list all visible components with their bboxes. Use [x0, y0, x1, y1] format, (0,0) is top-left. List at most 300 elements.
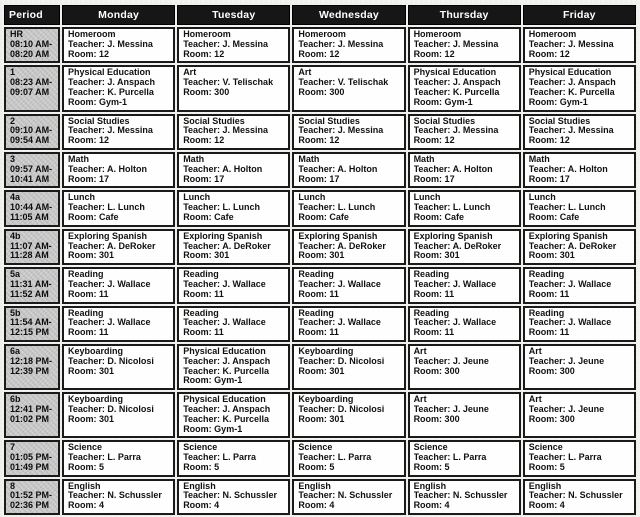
class-cell — [408, 344, 521, 390]
room-line: Room: 301 — [298, 366, 345, 376]
period-cell — [4, 344, 60, 390]
schedule-row — [4, 392, 636, 438]
class-cell — [62, 27, 175, 63]
period-time: 10:41 AM — [10, 174, 50, 184]
course-name: Art — [413, 346, 427, 356]
period-label: 3 — [10, 154, 16, 164]
room-line: Room: 12 — [413, 136, 455, 146]
period-time: 12:41 PM- — [10, 404, 53, 414]
class-cell — [177, 152, 290, 188]
teacher-line: Teacher: L. Lunch — [298, 203, 376, 213]
course-name: Homeroom — [183, 30, 231, 39]
class-cell — [62, 190, 175, 226]
room-line: Room: 4 — [528, 501, 565, 511]
period-time: 11:52 AM — [10, 289, 49, 299]
room-line: Room: 17 — [298, 174, 340, 184]
class-cell — [177, 114, 290, 150]
room-line: Room: 17 — [528, 174, 570, 184]
class-cell — [62, 479, 175, 515]
period-label: 7 — [10, 443, 16, 453]
course-name: Exploring Spanish — [413, 231, 493, 241]
room-line: Room: 17 — [413, 174, 455, 184]
room-line: Room: 12 — [183, 49, 225, 59]
period-time: 02:36 PM — [10, 501, 50, 511]
teacher-line: Teacher: A. DeRoker — [298, 241, 386, 251]
schedule-table — [2, 3, 638, 517]
class-cell — [523, 190, 636, 226]
room-line: Room: 11 — [528, 289, 570, 299]
teacher-line: Teacher: K. Purcella — [183, 414, 270, 424]
period-time: 01:49 PM — [10, 462, 50, 472]
period-label: 4a — [10, 193, 21, 203]
room-line: Room: 300 — [298, 87, 345, 97]
class-cell — [523, 152, 636, 188]
period-time: 09:54 AM — [10, 136, 50, 146]
period-cell — [4, 27, 60, 63]
course-name: Lunch — [413, 193, 441, 203]
schedule-row — [4, 267, 636, 303]
course-name: Exploring Spanish — [183, 231, 263, 241]
class-cell — [408, 152, 521, 188]
teacher-line: Teacher: K. Purcella — [183, 366, 270, 376]
course-name: Math — [183, 154, 205, 164]
course-name: Math — [528, 154, 550, 164]
teacher-line: Teacher: L. Lunch — [528, 203, 606, 213]
teacher-line: Teacher: J. Anspach — [528, 78, 616, 88]
teacher-line: Teacher: L. Lunch — [68, 203, 145, 213]
course-name: Art — [528, 395, 542, 405]
period-time: 10:44 AM- — [10, 203, 53, 213]
class-cell — [523, 392, 636, 438]
period-cell — [4, 114, 60, 150]
period-cell — [4, 65, 60, 111]
room-line: Room: 12 — [413, 49, 455, 59]
room-line: Room: 11 — [183, 328, 224, 338]
room-line: Room: 5 — [298, 462, 335, 472]
course-name: Lunch — [298, 193, 326, 203]
class-cell — [62, 306, 175, 342]
period-time: 01:05 PM- — [10, 453, 53, 463]
teacher-line: Teacher: J. Jeune — [528, 404, 605, 414]
class-cell — [523, 440, 636, 476]
period-label: 6b — [10, 395, 21, 405]
teacher-line: Teacher: A. Holton — [528, 164, 608, 174]
teacher-line: Teacher: L. Parra — [183, 453, 257, 463]
teacher-line: Teacher: N. Schussler — [413, 491, 508, 501]
teacher-line: Teacher: J. Messina — [298, 126, 384, 136]
course-name: Art — [183, 68, 197, 78]
teacher-line: Teacher: J. Wallace — [183, 279, 266, 289]
teacher-line: Teacher: J. Messina — [183, 39, 269, 49]
schedule-body — [4, 27, 636, 515]
room-line: Room: 12 — [68, 49, 110, 59]
teacher-line: Teacher: J. Wallace — [298, 318, 381, 328]
course-name: English — [298, 481, 331, 491]
course-name: Social Studies — [528, 116, 591, 126]
column-header-friday: Friday — [523, 5, 636, 25]
header-row — [4, 5, 636, 25]
course-name: Reading — [68, 308, 104, 318]
class-cell — [523, 479, 636, 515]
course-name: Keyboarding — [298, 395, 354, 405]
course-name: English — [528, 481, 562, 491]
room-line: Room: 11 — [68, 328, 109, 338]
class-cell — [177, 440, 290, 476]
course-name: Keyboarding — [68, 395, 124, 405]
class-cell — [62, 229, 175, 265]
class-cell — [523, 114, 636, 150]
teacher-line: Teacher: J. Messina — [413, 126, 499, 136]
teacher-line: Teacher: A. DeRoker — [68, 241, 156, 251]
period-time: 09:57 AM- — [10, 164, 53, 174]
course-name: Social Studies — [68, 116, 130, 126]
teacher-line: Teacher: D. Nicolosi — [298, 404, 385, 414]
class-cell — [177, 190, 290, 226]
course-name: Exploring Spanish — [298, 231, 378, 241]
teacher-line: Teacher: N. Schussler — [183, 491, 278, 501]
teacher-line: Teacher: L. Parra — [68, 453, 141, 463]
class-cell — [523, 344, 636, 390]
teacher-line: Teacher: D. Nicolosi — [68, 404, 154, 414]
teacher-line: Teacher: J. Messina — [183, 126, 269, 136]
room-line: Room: Cafe — [298, 212, 349, 222]
course-name: Social Studies — [183, 116, 245, 126]
period-time: 11:07 AM- — [10, 241, 52, 251]
teacher-line: Teacher: N. Schussler — [528, 491, 623, 501]
class-cell — [177, 229, 290, 265]
room-line: Room: 4 — [183, 501, 220, 511]
schedule-row — [4, 190, 636, 226]
class-cell — [292, 267, 405, 303]
room-line: Room: 300 — [528, 366, 575, 376]
course-name: Keyboarding — [68, 346, 124, 356]
period-label: 5b — [10, 308, 21, 318]
course-name: English — [413, 481, 447, 491]
teacher-line: Teacher: J. Wallace — [68, 279, 151, 289]
course-name: Exploring Spanish — [68, 231, 148, 241]
course-name: Homeroom — [298, 30, 346, 39]
schedule-row — [4, 479, 636, 515]
teacher-line: Teacher: J. Jeune — [413, 356, 489, 366]
teacher-line: Teacher: J. Wallace — [413, 318, 497, 328]
schedule-row — [4, 229, 636, 265]
class-cell — [62, 114, 175, 150]
room-line: Room: 12 — [298, 136, 340, 146]
teacher-line: Teacher: J. Wallace — [413, 279, 497, 289]
class-cell — [292, 65, 405, 111]
room-line: Room: 301 — [528, 251, 575, 261]
teacher-line: Teacher: A. DeRoker — [528, 241, 617, 251]
course-name: Art — [413, 395, 427, 405]
room-line: Room: Gym-1 — [183, 376, 243, 386]
period-time: 01:52 PM- — [10, 491, 53, 501]
course-name: Science — [68, 443, 103, 453]
column-header-tuesday: Tuesday — [177, 5, 290, 25]
class-cell — [408, 392, 521, 438]
class-cell — [523, 306, 636, 342]
room-line: Room: 301 — [68, 251, 115, 261]
class-cell — [292, 479, 405, 515]
period-time: 12:18 PM- — [10, 356, 53, 366]
teacher-line: Teacher: D. Nicolosi — [68, 356, 154, 366]
course-name: Homeroom — [528, 30, 577, 39]
course-name: Science — [528, 443, 563, 453]
room-line: Room: 17 — [183, 174, 225, 184]
teacher-line: Teacher: V. Telischak — [298, 78, 389, 88]
teacher-line: Teacher: J. Anspach — [68, 78, 156, 88]
class-cell — [408, 440, 521, 476]
room-line: Room: 5 — [528, 462, 565, 472]
period-label: HR — [10, 30, 23, 39]
teacher-line: Teacher: A. DeRoker — [413, 241, 502, 251]
teacher-line: Teacher: J. Messina — [528, 39, 614, 49]
schedule-row — [4, 152, 636, 188]
course-name: Math — [298, 154, 320, 164]
class-cell — [408, 65, 521, 111]
class-cell — [408, 306, 521, 342]
course-name: Lunch — [528, 193, 556, 203]
class-cell — [292, 27, 405, 63]
class-cell — [408, 479, 521, 515]
period-time: 11:28 AM — [10, 251, 49, 261]
teacher-line: Teacher: A. Holton — [68, 164, 148, 174]
class-cell — [62, 440, 175, 476]
teacher-line: Teacher: A. Holton — [183, 164, 263, 174]
room-line: Room: 5 — [183, 462, 220, 472]
class-cell — [177, 479, 290, 515]
period-time: 11:31 AM- — [10, 279, 52, 289]
room-line: Room: Gym-1 — [528, 97, 588, 107]
period-cell — [4, 440, 60, 476]
room-line: Room: 12 — [183, 136, 225, 146]
period-time: 12:39 PM — [10, 366, 50, 376]
class-cell — [523, 27, 636, 63]
teacher-line: Teacher: K. Purcella — [413, 87, 500, 97]
teacher-line: Teacher: J. Messina — [298, 39, 384, 49]
room-line: Room: 300 — [413, 366, 460, 376]
period-label: 8 — [10, 481, 16, 491]
period-cell — [4, 306, 60, 342]
teacher-line: Teacher: K. Purcella — [68, 87, 154, 97]
period-cell — [4, 392, 60, 438]
course-name: Exploring Spanish — [528, 231, 608, 241]
room-line: Room: 301 — [68, 414, 115, 424]
course-name: Physical Education — [183, 346, 266, 356]
course-name: Reading — [413, 308, 450, 318]
course-name: Physical Education — [68, 68, 151, 78]
period-label: 2 — [10, 116, 16, 126]
course-name: Reading — [528, 308, 565, 318]
teacher-line: Teacher: J. Wallace — [528, 279, 612, 289]
teacher-line: Teacher: J. Messina — [413, 39, 499, 49]
teacher-line: Teacher: J. Wallace — [298, 279, 381, 289]
teacher-line: Teacher: J. Wallace — [183, 318, 266, 328]
schedule-row — [4, 65, 636, 111]
class-cell — [408, 190, 521, 226]
teacher-line: Teacher: K. Purcella — [528, 87, 615, 97]
room-line: Room: 301 — [183, 251, 230, 261]
room-line: Room: 17 — [68, 174, 110, 184]
period-time: 12:15 PM — [10, 328, 50, 338]
room-line: Room: 4 — [413, 501, 450, 511]
schedule-row — [4, 27, 636, 63]
course-name: Reading — [298, 308, 334, 318]
period-time: 08:20 AM — [10, 49, 50, 59]
course-name: Physical Education — [528, 68, 612, 78]
course-name: Lunch — [68, 193, 95, 203]
teacher-line: Teacher: D. Nicolosi — [298, 356, 385, 366]
room-line: Room: Cafe — [413, 212, 465, 222]
period-time: 08:10 AM- — [10, 39, 53, 49]
course-name: Homeroom — [413, 30, 462, 39]
course-name: English — [183, 481, 216, 491]
room-line: Room: 11 — [68, 289, 109, 299]
column-header-wednesday: Wednesday — [292, 5, 405, 25]
room-line: Room: Cafe — [528, 212, 580, 222]
course-name: Physical Education — [413, 68, 497, 78]
teacher-line: Teacher: A. Holton — [298, 164, 378, 174]
room-line: Room: 11 — [298, 328, 339, 338]
course-name: Science — [298, 443, 333, 453]
course-name: Science — [413, 443, 448, 453]
period-time: 08:23 AM- — [10, 78, 53, 88]
room-line: Room: 301 — [298, 251, 345, 261]
course-name: Reading — [68, 270, 104, 280]
room-line: Room: 300 — [183, 87, 230, 97]
class-cell — [177, 65, 290, 111]
period-label: 6a — [10, 346, 21, 356]
period-cell — [4, 229, 60, 265]
room-line: Room: 12 — [528, 49, 570, 59]
schedule-row — [4, 114, 636, 150]
class-cell — [408, 27, 521, 63]
period-time: 11:54 AM- — [10, 318, 52, 328]
period-cell — [4, 479, 60, 515]
teacher-line: Teacher: J. Anspach — [413, 78, 501, 88]
room-line: Room: 301 — [413, 251, 460, 261]
period-time: 09:07 AM — [10, 87, 50, 97]
class-cell — [523, 229, 636, 265]
course-name: Keyboarding — [298, 346, 354, 356]
teacher-line: Teacher: L. Lunch — [413, 203, 491, 213]
class-cell — [177, 27, 290, 63]
period-time: 09:10 AM- — [10, 126, 53, 136]
schedule-row — [4, 440, 636, 476]
room-line: Room: 300 — [528, 414, 575, 424]
class-cell — [177, 344, 290, 390]
room-line: Room: Gym-1 — [183, 424, 243, 434]
room-line: Room: 12 — [68, 136, 110, 146]
room-line: Room: 11 — [528, 328, 570, 338]
course-name: Reading — [183, 270, 219, 280]
course-name: Art — [528, 346, 542, 356]
schedule-row — [4, 344, 636, 390]
teacher-line: Teacher: N. Schussler — [68, 491, 162, 501]
course-name: Math — [413, 154, 435, 164]
teacher-line: Teacher: J. Anspach — [183, 404, 271, 414]
class-cell — [408, 229, 521, 265]
teacher-line: Teacher: J. Messina — [68, 126, 153, 136]
room-line: Room: 12 — [528, 136, 570, 146]
course-name: Reading — [298, 270, 334, 280]
class-cell — [292, 392, 405, 438]
course-name: Reading — [183, 308, 219, 318]
period-cell — [4, 190, 60, 226]
teacher-line: Teacher: N. Schussler — [298, 491, 393, 501]
schedule-row — [4, 306, 636, 342]
class-cell — [408, 267, 521, 303]
course-name: Math — [68, 154, 89, 164]
class-cell — [523, 267, 636, 303]
teacher-line: Teacher: V. Telischak — [183, 78, 274, 88]
room-line: Room: 301 — [68, 366, 115, 376]
teacher-line: Teacher: L. Parra — [528, 453, 602, 463]
class-cell — [292, 114, 405, 150]
teacher-line: Teacher: J. Anspach — [183, 356, 271, 366]
room-line: Room: 11 — [183, 289, 224, 299]
teacher-line: Teacher: L. Parra — [413, 453, 487, 463]
course-name: Reading — [413, 270, 450, 280]
period-label: 4b — [10, 231, 21, 241]
teacher-line: Teacher: J. Messina — [528, 126, 614, 136]
class-cell — [292, 440, 405, 476]
room-line: Room: 11 — [413, 289, 455, 299]
class-cell — [523, 65, 636, 111]
course-name: Social Studies — [413, 116, 476, 126]
room-line: Room: Cafe — [68, 212, 119, 222]
class-cell — [62, 65, 175, 111]
class-cell — [408, 114, 521, 150]
course-name: English — [68, 481, 101, 491]
room-line: Room: 4 — [68, 501, 104, 511]
room-line: Room: Cafe — [183, 212, 234, 222]
teacher-line: Teacher: J. Messina — [68, 39, 153, 49]
teacher-line: Teacher: A. DeRoker — [183, 241, 271, 251]
course-name: Reading — [528, 270, 565, 280]
teacher-line: Teacher: J. Wallace — [528, 318, 612, 328]
period-cell — [4, 267, 60, 303]
class-cell — [177, 392, 290, 438]
room-line: Room: 11 — [413, 328, 455, 338]
class-cell — [177, 306, 290, 342]
period-cell — [4, 152, 60, 188]
course-name: Art — [298, 68, 312, 78]
teacher-line: Teacher: L. Lunch — [183, 203, 261, 213]
teacher-line: Teacher: J. Jeune — [413, 404, 489, 414]
room-line: Room: 12 — [298, 49, 340, 59]
column-header-monday: Monday — [62, 5, 175, 25]
class-cell — [62, 152, 175, 188]
teacher-line: Teacher: J. Wallace — [68, 318, 151, 328]
room-line: Room: Gym-1 — [413, 97, 473, 107]
course-name: Lunch — [183, 193, 211, 203]
course-name: Science — [183, 443, 218, 453]
class-cell — [292, 306, 405, 342]
room-line: Room: 301 — [298, 414, 345, 424]
room-line: Room: 5 — [413, 462, 450, 472]
period-label: 1 — [10, 68, 16, 78]
course-name: Homeroom — [68, 30, 116, 39]
class-cell — [292, 229, 405, 265]
period-time: 01:02 PM — [10, 414, 50, 424]
class-cell — [62, 392, 175, 438]
room-line: Room: 11 — [298, 289, 339, 299]
class-cell — [292, 190, 405, 226]
class-cell — [292, 152, 405, 188]
column-header-thursday: Thursday — [408, 5, 521, 25]
teacher-line: Teacher: A. Holton — [413, 164, 493, 174]
room-line: Room: Gym-1 — [68, 97, 128, 107]
